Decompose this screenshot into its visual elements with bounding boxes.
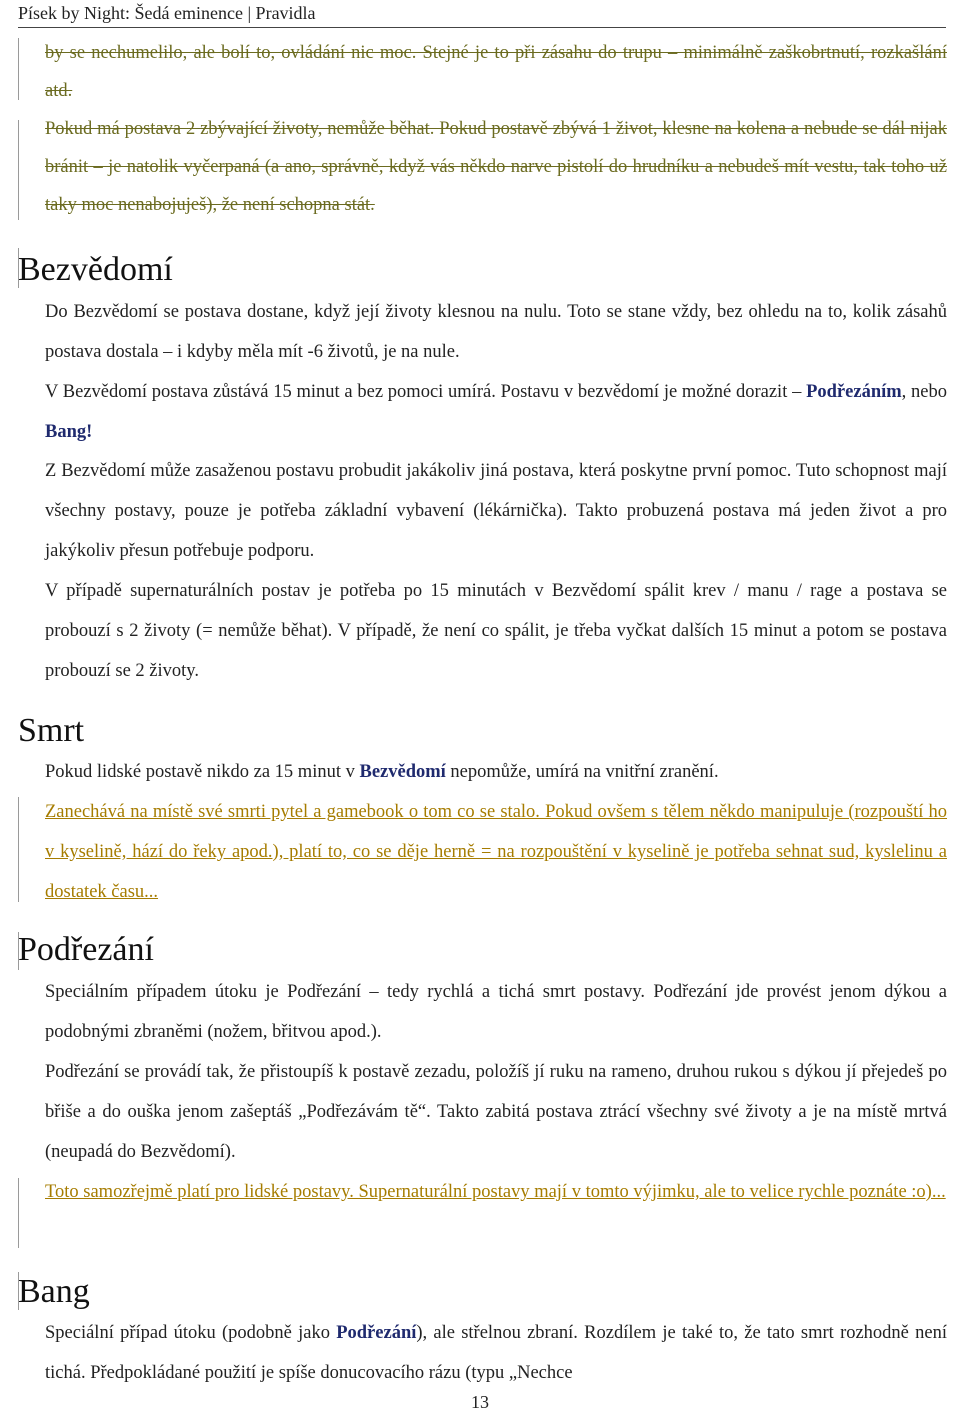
change-bar xyxy=(18,120,19,220)
paragraph xyxy=(45,372,947,452)
section-heading-bang: Bang xyxy=(18,1273,90,1310)
link-podrezani[interactable]: Podřezání xyxy=(336,1323,417,1343)
deleted-paragraph: Pokud má postava 2 zbývající životy, nemůže běhat. Pokud postavě zbývá 1 život, klesne na kolena a nebude se dál nijak bránit – je natolik vyčerpaná (a ano, správně, když vás někdo narve pistolí do hrudníku a nebudeš mít vestu, tak toho už taky moc nenabojuješ), že není schopna stát. xyxy=(45,119,947,215)
link-podrezani[interactable]: Podřezáním xyxy=(806,382,902,402)
text-run: V Bezvědomí postava zůstává 15 minut a bez pomoci umírá. Postavu v bezvědomí je možné dorazit – xyxy=(45,382,807,402)
header-title: Písek by Night: Šedá eminence | Pravidla xyxy=(18,3,316,23)
paragraph: Do Bezvědomí se postava dostane, když její životy klesnou na nulu. Toto se stane vždy, bez ohledu na to, kolik zásahů postava dostala – i kdyby měla mít -6 životů, je na nule. xyxy=(45,302,947,362)
link-bang[interactable]: Bang! xyxy=(45,422,93,442)
paragraph: Speciálním případem útoku je Podřezání – tedy rychlá a tichá smrt postavy. Podřezání jde provést jenom dýkou a podobnými zbraněmi (nožem, břitvou apod.). xyxy=(45,982,947,1042)
deleted-paragraph: by se nechumelilo, ale bolí to, ovládání nic moc. Stejné je to při zásahu do trupu – minimálně zaškobrtnutí, rozkašlání atd. xyxy=(45,43,947,101)
text-run: nepomůže, umírá na vnitřní zranění. xyxy=(445,762,719,782)
paragraph xyxy=(45,1313,947,1393)
paragraph: Z Bezvědomí může zasaženou postavu probudit jakákoliv jiná postava, která poskytne první pomoc. Tuto schopnost mají všechny postavy, pouze je potřeba základní vybavení (lékárnička). Takto probuzená postava má jeden život a pro jakýkoliv přesun potřebuje podporu. xyxy=(45,461,947,561)
paragraph: V případě supernaturálních postav je potřeba po 15 minutách v Bezvědomí spálit krev / manu / rage a postava se probouzí s 2 životy (= nemůže běhat). V případě, že není co spálit, je třeba vyčkat dalších 15 minut a potom se postava probouzí se 2 životy. xyxy=(45,581,947,681)
change-bar xyxy=(18,797,19,902)
text-run: ), ale střelnou zbraní. Rozdílem je také to, že tato smrt rozhodně není tichá. Předpokládané použití je spíše donucovacího rázu (typu „Nechce xyxy=(45,1323,947,1383)
running-header xyxy=(18,0,946,28)
section-heading-podrezani: Podřezání xyxy=(18,931,154,968)
link-bezvedomi[interactable]: Bezvědomí xyxy=(359,762,446,782)
paragraph xyxy=(45,752,947,792)
paragraph: Podřezání se provádí tak, že přistoupíš k postavě zezadu, položíš jí ruku na rameno, druhou rukou s dýkou jí přejedeš po břiše a do ouška jenom zašeptáš „Podřezávám tě“. Takto zabitá postava ztrácí všechny své životy a je na místě mrtvá (neupadá do Bezvědomí). xyxy=(45,1062,947,1162)
change-bar xyxy=(18,38,19,100)
change-bar xyxy=(18,1178,19,1248)
section-heading-smrt: Smrt xyxy=(18,712,85,749)
page-number: 13 xyxy=(471,1392,489,1412)
section-heading-bezvedomi: Bezvědomí xyxy=(18,251,173,288)
text-run: Pokud lidské postavě nikdo za 15 minut v xyxy=(45,762,360,782)
text-run: Speciální případ útoku (podobně jako xyxy=(45,1323,337,1343)
text-run: , nebo xyxy=(901,382,947,402)
inserted-paragraph: Toto samozřejmě platí pro lidské postavy. Supernaturální postavy mají v tomto výjimku, ale to velice rychle poznáte :o)... xyxy=(45,1182,946,1202)
inserted-paragraph: Zanechává na místě své smrti pytel a gamebook o tom co se stalo. Pokud ovšem s tělem někdo manipuluje (rozpouští ho v kyselině, hází do řeky apod.), platí to, co se děje herně = na rozpouštění v kyselině je potřeba sehnat sud, kyslelinu a dostatek času... xyxy=(45,802,947,902)
